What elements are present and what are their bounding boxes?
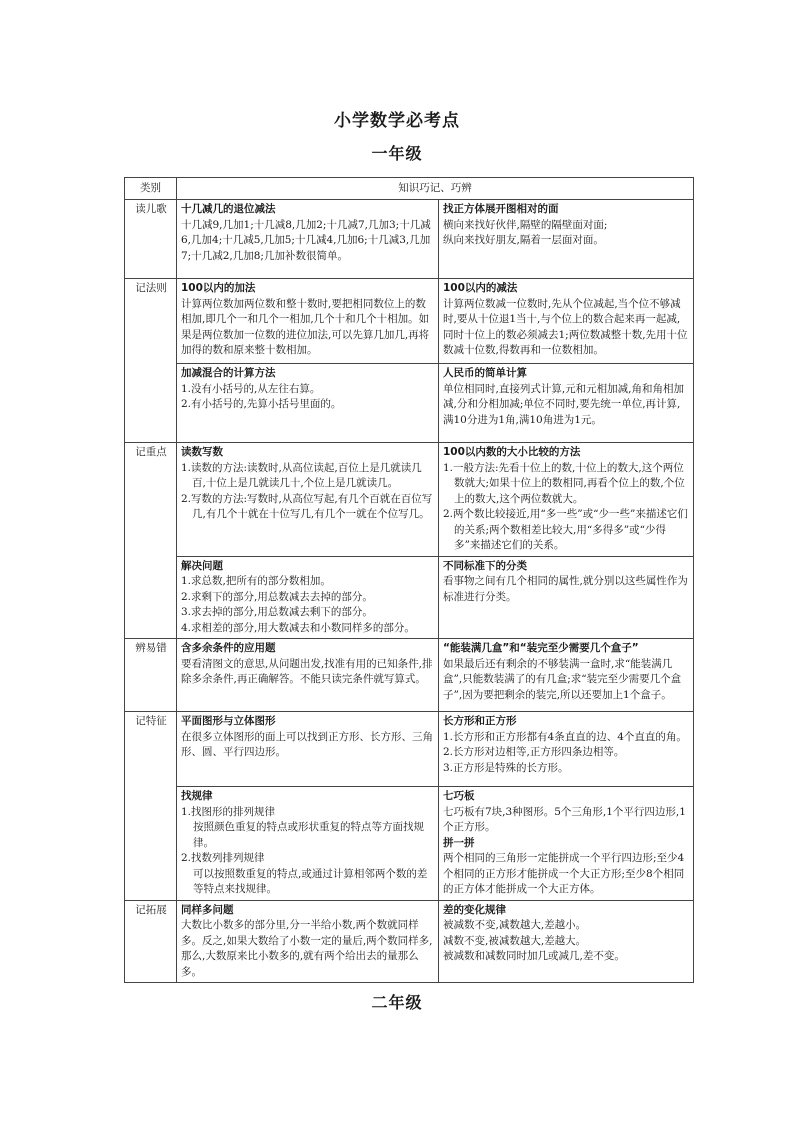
cell-title: 含多余条件的应用题 <box>181 642 276 654</box>
cell-item: 4.求相差的部分,用大数减去和小数同样多的部分。 <box>181 621 415 634</box>
knowledge-cell <box>439 639 694 712</box>
cell-title: 长方形和正方形 <box>443 715 517 727</box>
knowledge-cell <box>439 787 694 901</box>
category-cell: 辨易错 <box>125 639 177 712</box>
category-cell: 记重点 <box>125 443 177 639</box>
cell-title: “能装满几盒”和“装完至少需要几个盒子” <box>443 642 639 654</box>
knowledge-table <box>124 177 694 983</box>
cell-title: 找规律 <box>181 790 213 802</box>
knowledge-cell <box>177 639 439 712</box>
cell-title: 不同标准下的分类 <box>443 559 527 572</box>
cell-text: 计算两位数加两位数和整十数时,要把相同数位上的数相加,即几个一和几个一相加,几个十和几个十相加。如果是两位数加一位数的进位加法,可以先算几加几,再将加得的数和原来整十数相加。 <box>181 297 430 356</box>
cell-text: 要看清图文的意思,从问题出发,找准有用的已知条件,排除多余条件,再正确解答。不能只读完条件就写算式。 <box>181 657 433 685</box>
cell-text: 大数比小数多的部分里,分一半给小数,两个数就同样多。反之,如果大数给了小数一定的量后,两个数同样多,那么,大数原来比小数多的,就有两个给出去的量那么多。 <box>181 919 433 978</box>
cell-text: 十几减9,几加1;十几减8,几加2;十几减7,几加3;十几减6,几加4;十几减5,几加5;十几减4,几加6;十几减3,几加7;十几减2,几加8;几加补数很简单。 <box>181 218 431 262</box>
cell-item: 1.长方形和正方形都有4条直直的边、4个直直的角。 <box>443 730 687 743</box>
table-row <box>125 712 694 787</box>
cell-text: 计算两位数减一位数时,先从个位减起,当个位不够减时,要从十位退1当十,与个位上的数合起来再一起减,同时十位上的数必须减去1;两位数减整十数,先用十位数减十位数,得数再和一位数相加。 <box>443 297 688 356</box>
header-category: 类别 <box>125 178 177 200</box>
header-content: 知识巧记、巧辨 <box>177 178 694 200</box>
knowledge-cell <box>177 787 439 901</box>
cell-text: 如果最后还有剩余的不够装满一盒时,求“能装满几盒”,只能数装满了的有几盒;求“装完至少需要几个盒子”,因为要把剩余的装完,所以还要加上1个盒子。 <box>443 657 682 701</box>
knowledge-cell <box>439 900 694 983</box>
category-cell: 记法则 <box>125 279 177 443</box>
knowledge-cell <box>177 556 439 639</box>
page-title: 小学数学必考点 <box>334 111 460 131</box>
cell-detail: 按照颜色重复的特点或形状重复的特点等方面找规律。 <box>193 821 424 849</box>
cell-text: 在很多立体图形的面上可以找到正方形、长方形、三角形、圆、平行四边形。 <box>181 730 433 758</box>
cell-title: 100以内的加法 <box>181 282 256 294</box>
cell-title: 加减混合的计算方法 <box>181 367 276 379</box>
knowledge-cell <box>177 364 439 443</box>
cell-subtitle: 拼一拼 <box>443 836 475 849</box>
cell-title: 差的变化规律 <box>443 903 506 916</box>
cell-title: 读数写数 <box>181 446 223 458</box>
knowledge-cell <box>439 712 694 787</box>
category-cell: 记特征 <box>125 712 177 901</box>
cell-text: 七巧板有7块,3种图形。5个三角形,1个平行四边形,1个正方形。 <box>443 805 686 833</box>
cell-item: 1.一般方法:先看十位上的数,十位上的数大,这个两位数就大;如果十位上的数相同,再看个位上的数,个位上的数大,这个两位数就大。 <box>443 461 685 505</box>
cell-item: 3.求去掉的部分,用总数减去剩下的部分。 <box>181 606 373 618</box>
table-row <box>125 556 694 639</box>
knowledge-cell <box>177 712 439 787</box>
cell-item: 1.求总数,把所有的部分数相加。 <box>181 575 331 587</box>
table-row <box>125 200 694 279</box>
cell-item: 1.读数的方法:读数时,从高位读起,百位上是几就读几百,十位上是几就读几十,个位上是几就读几。 <box>181 461 422 489</box>
knowledge-cell <box>439 279 694 364</box>
cell-item: 2.有小括号的,先算小括号里面的。 <box>181 398 342 410</box>
table-row <box>125 900 694 983</box>
cell-item: 1.找图形的排列规律 <box>181 805 276 818</box>
category-cell: 记拓展 <box>125 900 177 983</box>
section-heading-grade1: 一年级 <box>371 144 423 163</box>
cell-text: 单位相同时,直接列式计算,元和元相加减,角和角相加减,分和分相加减;单位不同时,要先统一单位,再计算,满10分进为1角,满10角进为1元。 <box>443 382 685 426</box>
cell-item: 2.找数列排列规律 <box>181 852 265 864</box>
knowledge-cell <box>439 364 694 443</box>
knowledge-cell <box>439 443 694 557</box>
cell-item: 2.求剩下的部分,用总数减去去掉的部分。 <box>181 590 373 603</box>
cell-title: 十几减几的退位减法 <box>181 203 276 215</box>
cell-title: 100以内数的大小比较的方法 <box>443 446 581 458</box>
knowledge-cell <box>177 200 439 279</box>
category-cell: 读儿歌 <box>125 200 177 279</box>
cell-item: 2.两个数比较接近,用“多一些”或“少一些”来描述它们的关系;两个数相差比较大,用“多得多”或“少得多”来描述它们的关系。 <box>443 508 688 551</box>
table-row <box>125 639 694 712</box>
section-heading-grade2: 二年级 <box>371 993 423 1012</box>
table-row <box>125 364 694 443</box>
cell-detail: 可以按照数重复的特点,或通过计算相邻两个数的差等特点来找规律。 <box>193 867 428 895</box>
cell-text: 看事物之间有几个相同的属性,就分别以这些属性作为标准进行分类。 <box>443 575 688 603</box>
cell-item: 2.写数的方法:写数时,从高位写起,有几个百就在百位写几,有几个十就在十位写几,有几个一就在个位写几。 <box>181 492 433 520</box>
knowledge-cell <box>177 279 439 364</box>
cell-item: 1.没有小括号的,从左往右算。 <box>181 382 321 395</box>
cell-item: 2.长方形对边相等,正方形四条边相等。 <box>443 746 625 758</box>
cell-title: 同样多问题 <box>181 903 234 916</box>
cell-title: 100以内的减法 <box>443 282 518 294</box>
cell-line: 减数不变,被减数越大,差越大。 <box>443 934 587 947</box>
knowledge-cell <box>439 200 694 279</box>
knowledge-cell <box>439 556 694 639</box>
knowledge-cell <box>177 900 439 983</box>
cell-title: 七巧板 <box>443 790 475 802</box>
cell-title: 找正方体展开图相对的面 <box>443 203 559 215</box>
cell-title: 平面图形与立体图形 <box>181 715 276 727</box>
cell-line: 被减数不变,减数越大,差越小。 <box>443 919 587 931</box>
cell-line: 横向来找好伙伴,隔壁的隔壁面对面; <box>443 218 608 231</box>
cell-title: 解决问题 <box>181 559 223 572</box>
knowledge-cell <box>177 443 439 557</box>
table-row <box>125 279 694 364</box>
cell-line: 纵向来找好朋友,隔着一层面对面。 <box>443 234 604 246</box>
cell-subtext: 两个相同的三角形一定能拼成一个平行四边形;至少4个相同的正方形才能拼成一个大正方形;至少8个相同的正方体才能拼成一个大正方体。 <box>443 852 685 895</box>
table-row <box>125 787 694 901</box>
cell-line: 被减数和减数同时加几或减几,差不变。 <box>443 950 625 962</box>
table-row <box>125 443 694 557</box>
table-header-row <box>125 178 694 200</box>
cell-item: 3.正方形是特殊的长方形。 <box>443 761 569 774</box>
cell-title: 人民币的简单计算 <box>443 367 527 379</box>
